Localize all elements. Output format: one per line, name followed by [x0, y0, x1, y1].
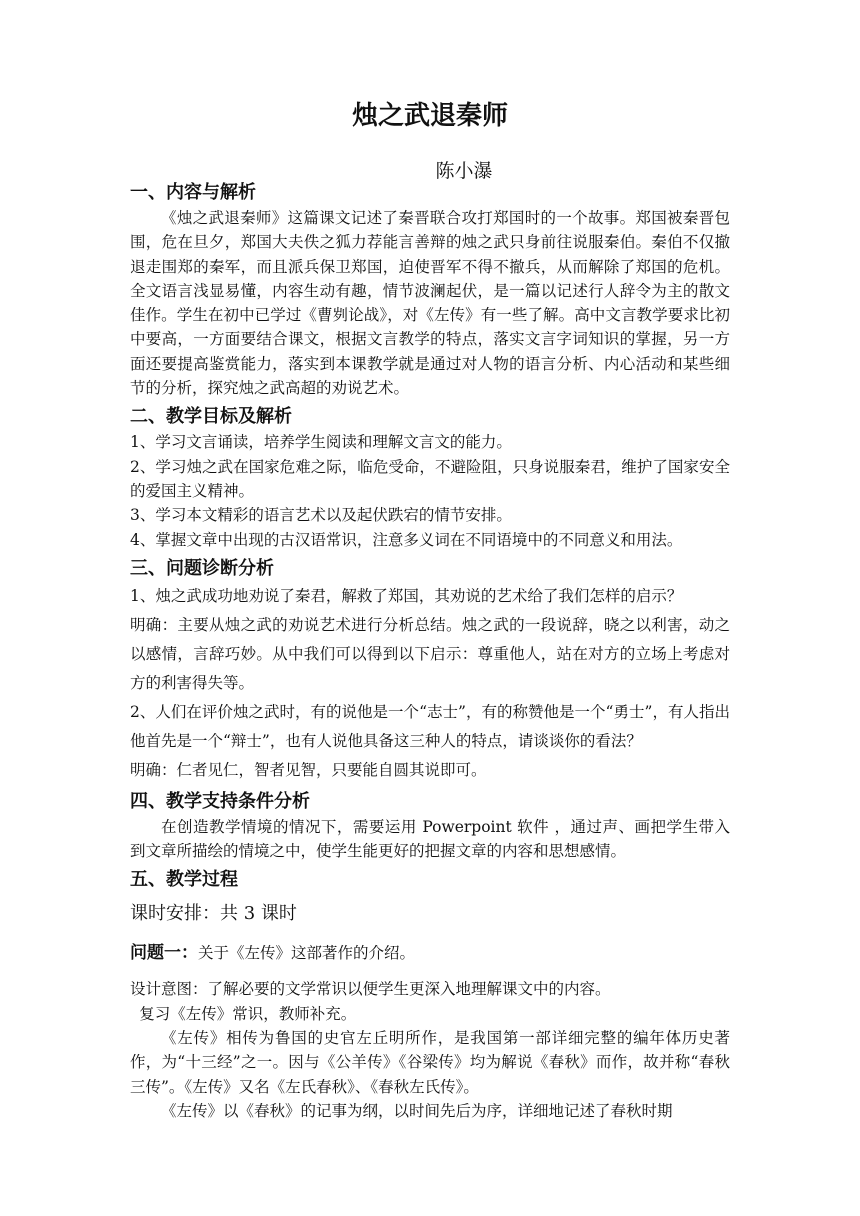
diagnosis-answer-1: 明确：主要从烛之武的劝说艺术进行分析总结。烛之武的一段说辞，晓之以利害，动之以感情，言辞巧妙。从中我们可以得到以下启示：尊重他人，站在对方的立场上考虑对方的利害得失等。 — [130, 615, 730, 692]
section-heading-teaching-process: 五、教学过程 — [130, 869, 238, 891]
section-heading-problem-diagnosis: 三、问题诊断分析 — [130, 557, 274, 579]
goal-item: 2、学习烛之武在国家危难之际，临危受命，不避险阻，只身说服秦君，维护了国家安全的爱国主义精神。 — [130, 457, 730, 500]
document-body — [130, 180, 730, 1123]
question-one-label: 问题一： — [130, 943, 198, 964]
document-title: 烛之武退秦师 — [351, 101, 508, 131]
zuozhuan-intro-paragraph: 《左传》相传为鲁国的史官左丘明所作，是我国第一部详细完整的编年体历史著作，为“十三经”之一。因与《公羊传》《谷梁传》均为解说《春秋》而作，故并称“春秋三传”。《左传》又名《左氏春秋》、《春秋左氏传》。 — [130, 1029, 730, 1096]
design-intent: 设计意图：了解必要的文学常识以便学生更深入地理解课文中的内容。 — [130, 980, 611, 999]
author-name: 陈小瀑 — [435, 160, 493, 182]
section-heading-support-conditions: 四、教学支持条件分析 — [130, 790, 310, 812]
content-analysis-paragraph: 《烛之武退秦师》这篇课文记述了秦晋联合攻打郑国时的一个故事。郑国被秦晋包围，危在旦夕，郑国大夫佚之狐力荐能言善辩的烛之武只身前往说服秦伯。秦伯不仅撤退走围郑的秦军，而且派兵保卫郑国，迫使晋军不得不撤兵，从而解除了郑国的危机。全文语言浅显易懂，内容生动有趣，情节波澜起伏，是一篇以记述行人辞令为主的散文佳作。学生在初中已学过《曹刿论战》，对《左传》有一些了解。高中文言教学要求比初中要高，一方面要结合课文，根据文言教学的特点，落实文言字词知识的掌握，另一方面还要提高鉴赏能力，落实到本课教学就是通过对人物的语言分析、内心活动和某些细节的分析，探究烛之武高超的劝说艺术。 — [130, 209, 730, 398]
section-heading-content-analysis: 一、内容与解析 — [130, 182, 256, 203]
goal-item: 4、掌握文章中出现的古汉语常识，注意多义词在不同语境中的不同意义和用法。 — [130, 530, 683, 549]
diagnosis-question-2: 2、人们在评价烛之武时，有的说他是一个“志士”，有的称赞他是一个“勇士”，有人指出他首先是一个“辩士”，也有人说他具备这三种人的特点，请谈谈你的看法？ — [130, 702, 730, 750]
class-schedule: 课时安排：共 3 课时 — [130, 903, 297, 925]
question-one-text: 关于《左传》这部著作的介绍。 — [198, 944, 416, 963]
section-heading-teaching-goals: 二、教学目标及解析 — [130, 406, 292, 428]
zuozhuan-detail-paragraph: 《左传》以《春秋》的记事为纲，以时间先后为序，详细地记述了春秋时期 — [161, 1101, 673, 1120]
diagnosis-answer-2: 明确：仁者见仁，智者见智，只要能自圆其说即可。 — [130, 760, 487, 779]
review-note: 复习《左传》常识，教师补充。 — [139, 1004, 357, 1023]
goal-item: 1、学习文言诵读，培养学生阅读和理解文言文的能力。 — [130, 433, 512, 452]
support-conditions-paragraph: 在创造教学情境的情况下，需要运用 Powerpoint 软件 ，通过声、画把学生带入到文章所描绘的情境之中，使学生能更好的把握文章的内容和思想感情。 — [130, 817, 730, 861]
diagnosis-question-1: 1、烛之武成功地劝说了秦君，解救了郑国，其劝说的艺术给了我们怎样的启示？ — [130, 586, 683, 605]
question-one — [130, 941, 730, 965]
goal-item: 3、学习本文精彩的语言艺术以及起伏跌宕的情节安排。 — [130, 506, 512, 525]
